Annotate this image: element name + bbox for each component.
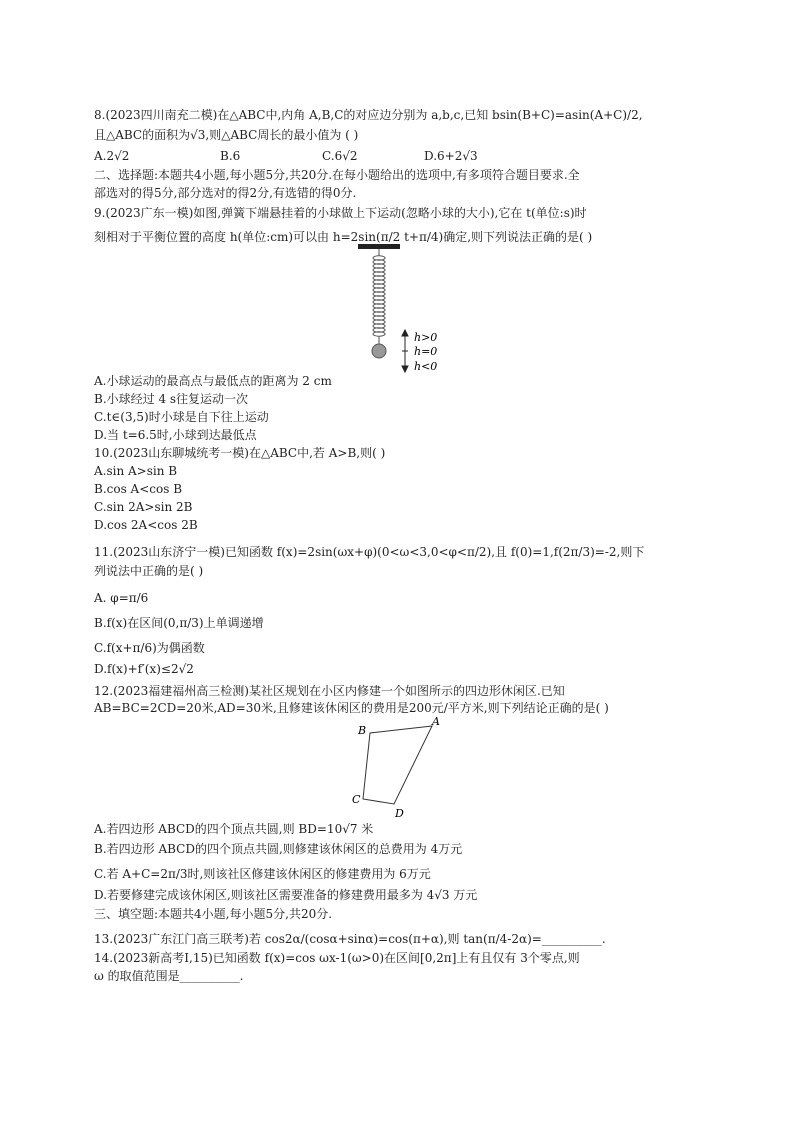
q11-line2: 列说法中正确的是( ) — [94, 564, 204, 578]
q9-option-a: A.小球运动的最高点与最低点的距离为 2 cm — [94, 374, 332, 388]
spring-coil — [373, 249, 385, 344]
q8-option-a: A.2√2 — [94, 149, 130, 163]
q11-option-a: A. φ=π/6 — [94, 591, 149, 605]
q8-option-b: B.6 — [220, 149, 241, 163]
label-h-positive: h>0 — [414, 331, 438, 344]
direction-arrow — [402, 330, 408, 372]
q12-option-c: C.若 A+C=2π/3时,则该社区修建该休闲区的修建费用为 6万元 — [94, 867, 431, 881]
q11-option-c: C.f(x+π/6)为偶函数 — [94, 641, 205, 655]
q9-option-d: D.当 t=6.5时,小球到达最低点 — [94, 428, 257, 442]
vertex-d-label: D — [395, 807, 404, 820]
q13-line1: 13.(2023广东江门高三联考)若 cos2α/(cosα+sinα)=cos(π+α),则 tan(π/4-2α)=__________. — [94, 932, 606, 946]
ball — [372, 344, 386, 358]
q10-option-c: C.sin 2A>sin 2B — [94, 500, 193, 514]
q10-option-d: D.cos 2A<cos 2B — [94, 518, 198, 532]
label-h-negative: h<0 — [414, 360, 438, 373]
q9-option-c: C.t∈(3,5)时小球是自下往上运动 — [94, 410, 269, 424]
q10-option-a: A.sin A>sin B — [94, 464, 178, 478]
q8-line2: 且△ABC的面积为√3,则△ABC周长的最小值为 ( ) — [94, 128, 359, 142]
q14-line2: ω 的取值范围是__________. — [94, 969, 244, 983]
q12-line2: AB=BC=2CD=20米,AD=30米,且修建该休闲区的费用是200元/平方米,则下列结论正确的是( ) — [94, 701, 609, 715]
q12-option-a: A.若四边形 ABCD的四个顶点共圆,则 BD=10√7 米 — [94, 822, 374, 836]
q12-line1: 12.(2023福建福州高三检测)某社区规划在小区内修建一个如图所示的四边形休闲区.已知 — [94, 684, 565, 698]
spring-figure — [350, 244, 450, 376]
q12-option-b: B.若四边形 ABCD的四个顶点共圆,则修建该休闲区的总费用为 4万元 — [94, 842, 463, 856]
label-h-zero: h=0 — [414, 345, 438, 358]
quadrilateral-abcd — [363, 726, 432, 804]
q12-option-d: D.若要修建完成该休闲区,则该社区需要准备的修建费用最多为 4√3 万元 — [94, 888, 478, 902]
quadrilateral-figure — [350, 715, 450, 821]
q11-line1: 11.(2023山东济宁一模)已知函数 f(x)=2sin(ωx+φ)(0<ω<3,0<φ<π/2),且 f(0)=1,f(2π/3)=-2,则下 — [94, 545, 645, 559]
q10-option-b: B.cos A<cos B — [94, 482, 183, 496]
vertex-b-label: B — [358, 724, 367, 737]
q10-line1: 10.(2023山东聊城统考一模)在△ABC中,若 A>B,则( ) — [94, 446, 386, 460]
vertex-a-label: A — [432, 715, 440, 728]
q8-option-c: C.6√2 — [322, 149, 358, 163]
q14-line1: 14.(2023新高考Ⅰ,15)已知函数 f(x)=cos ωx-1(ω>0)在区间[0,2π]上有且仅有 3个零点,则 — [94, 951, 580, 965]
q9-option-b: B.小球经过 4 s往复运动一次 — [94, 392, 249, 406]
q11-option-d: D.f(x)+f′(x)≤2√2 — [94, 662, 194, 676]
vertex-c-label: C — [352, 793, 361, 806]
q8-option-d: D.6+2√3 — [424, 149, 478, 163]
q9-line2: 刻相对于平衡位置的高度 h(单位:cm)可以由 h=2sin(π/2 t+π/4)确定,则下列说法正确的是( ) — [94, 230, 593, 244]
q9-line1: 9.(2023广东一模)如图,弹簧下端悬挂着的小球做上下运动(忽略小球的大小),它在 t(单位:s)时 — [94, 206, 587, 220]
q8-line1: 8.(2023四川南充二模)在△ABC中,内角 A,B,C的对应边分别为 a,b,c,已知 bsin(B+C)=asin(A+C)/2, — [94, 108, 643, 122]
section3-line1: 三、填空题:本题共4小题,每小题5分,共20分. — [94, 907, 333, 921]
section2-line2: 部选对的得5分,部分选对的得2分,有选错的得0分. — [94, 186, 357, 200]
spring-mount — [358, 244, 400, 249]
section2-line1: 二、选择题:本题共4小题,每小题5分,共20分.在每小题给出的选项中,有多项符合题目要求.全 — [94, 168, 580, 182]
q11-option-b: B.f(x)在区间(0,π/3)上单调递增 — [94, 616, 264, 630]
